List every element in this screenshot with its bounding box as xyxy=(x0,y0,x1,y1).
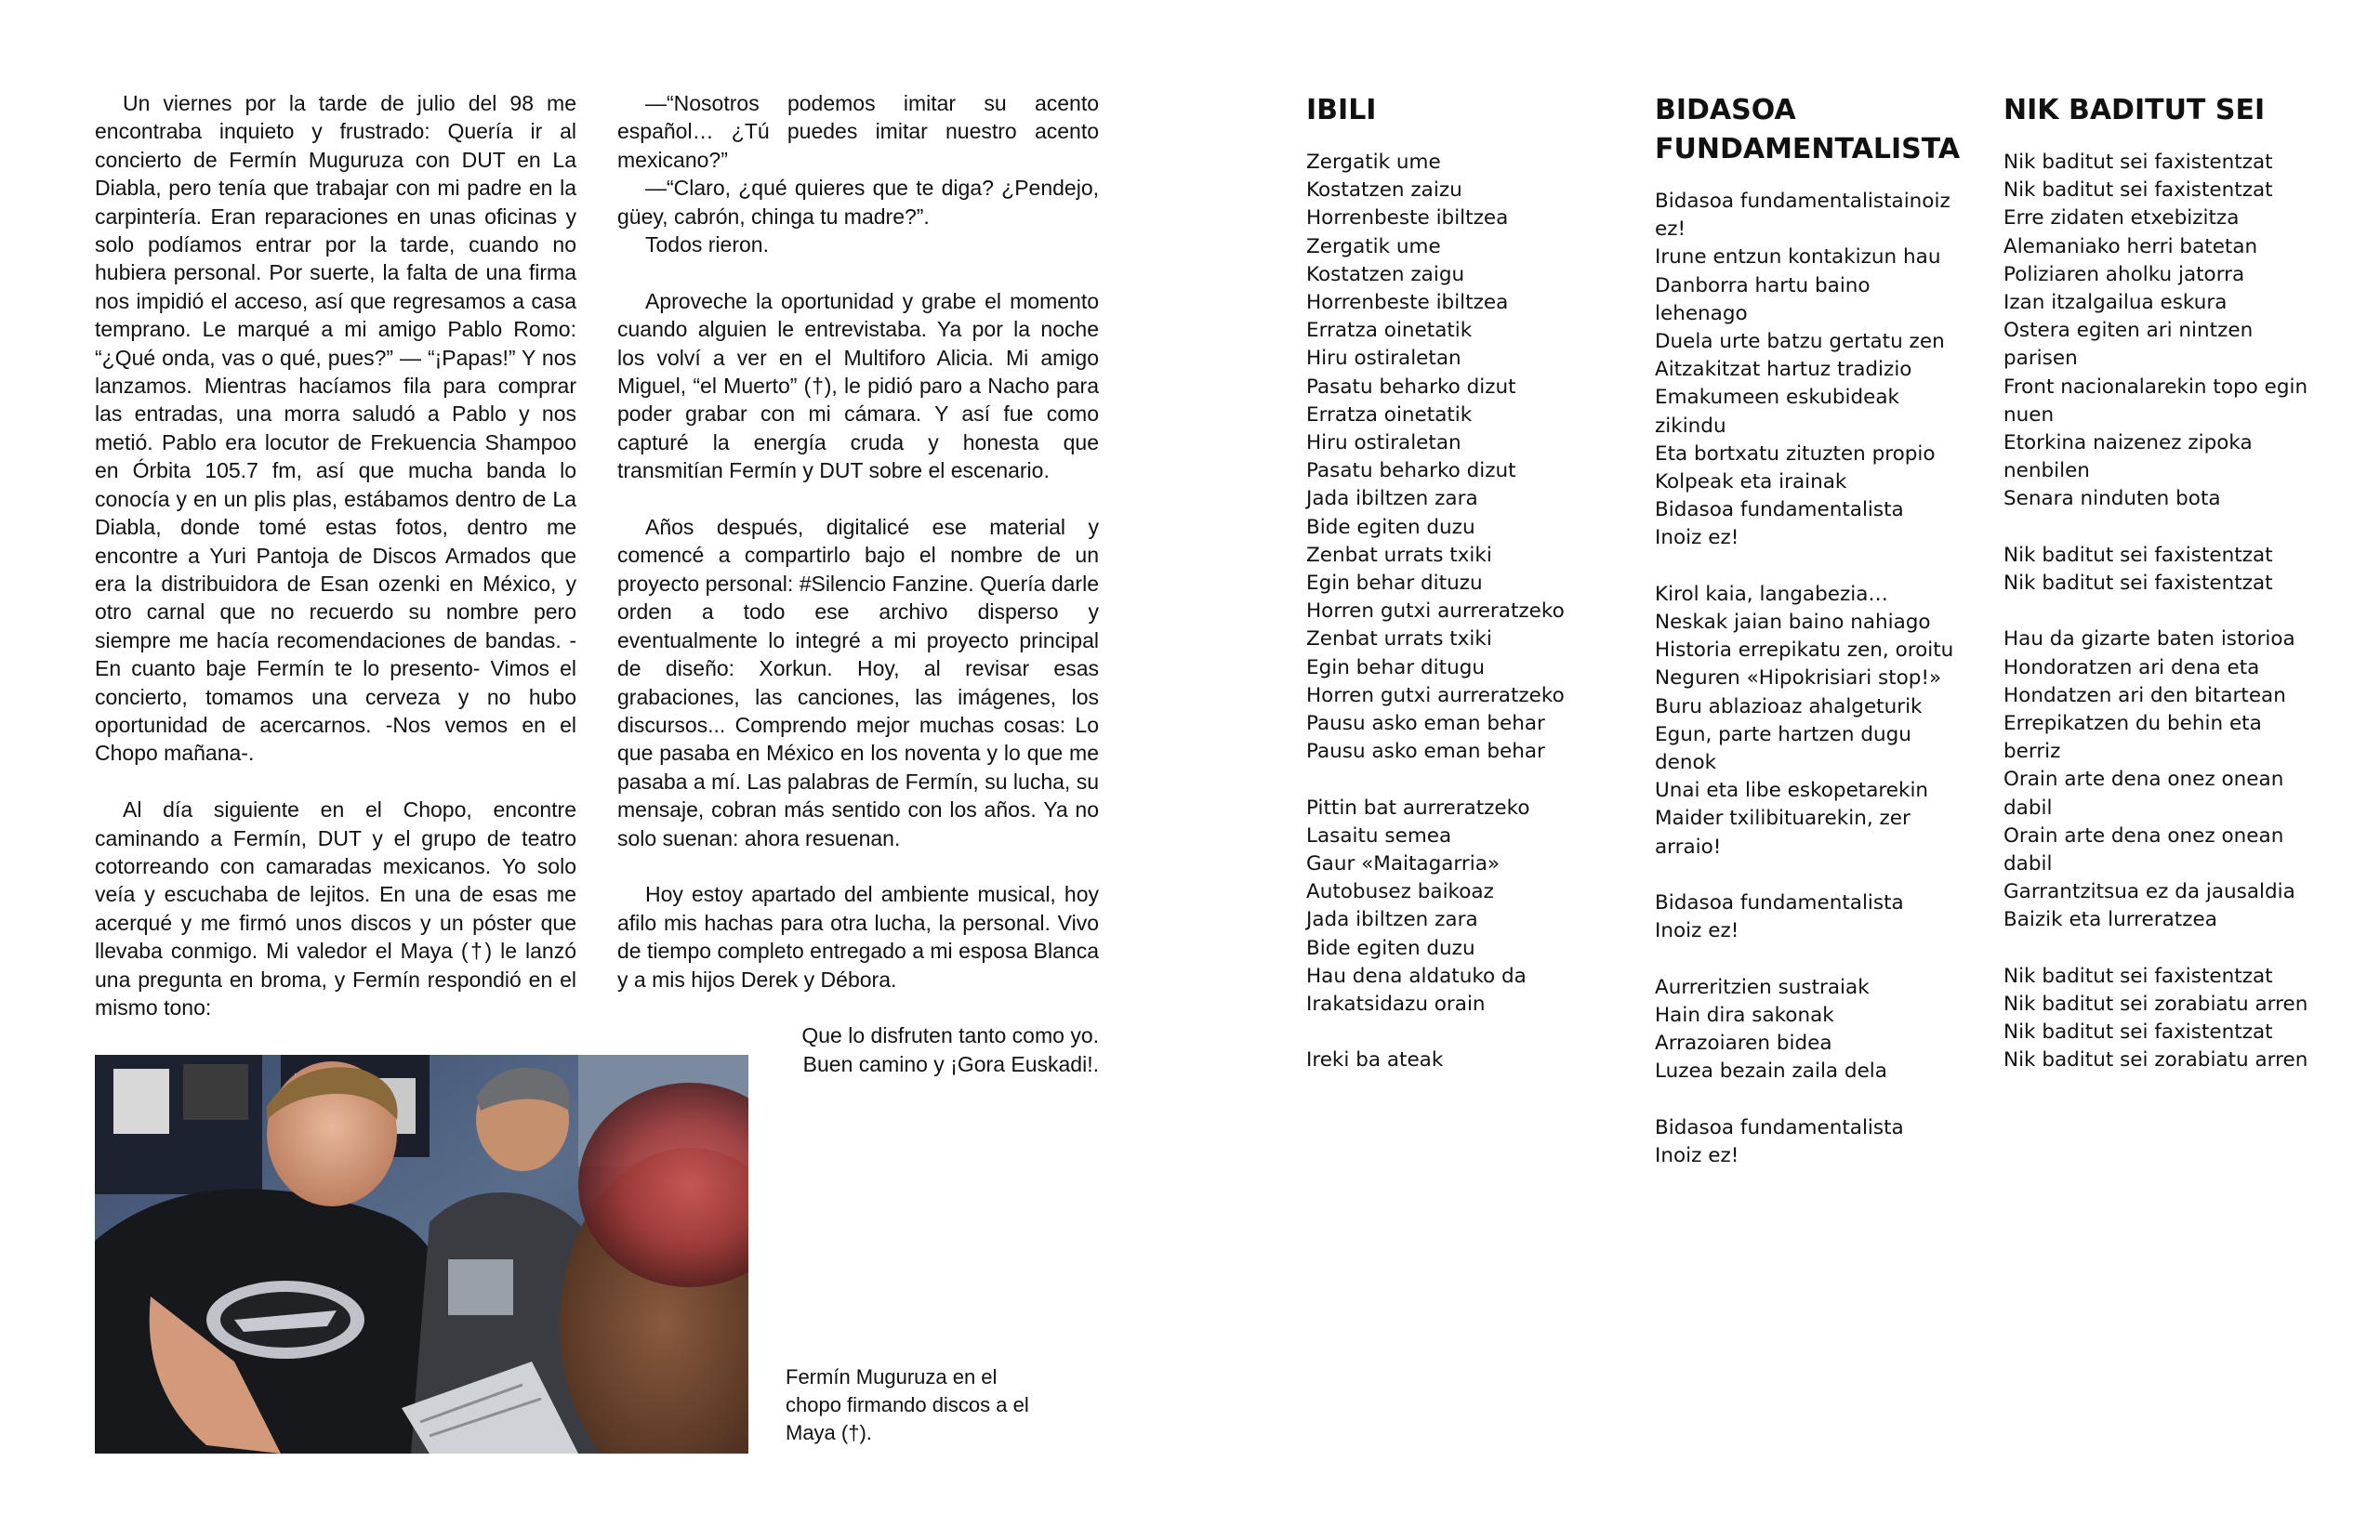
lyric-line: Lasaitu semea xyxy=(1306,823,1452,848)
lyric-line: Hain dira sakonak xyxy=(1655,1003,1834,1027)
lyric-line: Hondatzen ari den bitartean xyxy=(2003,683,2286,707)
stanza-gap xyxy=(1306,766,1613,794)
stanza-gap xyxy=(1306,1019,1613,1046)
lyric-line: Zenbat urrats txiki xyxy=(1306,627,1492,652)
concert-photo xyxy=(95,1055,748,1454)
lyric-line: Nik baditut sei zorabiatu arren xyxy=(2003,993,2308,1017)
song-lyrics xyxy=(2003,149,2320,1075)
song-title: IBILI xyxy=(1306,94,1377,126)
lyric-line: Pittin bat aurreratzeko xyxy=(1306,796,1530,820)
lyric-line: Erratza oinetatik xyxy=(1306,402,1473,427)
lyric-line: Inoiz ez! xyxy=(1655,919,1739,943)
lyric-line: Maider txilibituarekin, zer arraio! xyxy=(1655,807,1911,859)
lyric-line: Ostera egiten ari nintzen parisen xyxy=(2003,319,2254,371)
lyric-line: Egun, parte hartzen dugu denok xyxy=(1655,722,1911,775)
lyric-line: Hau dena aldatuko da xyxy=(1306,964,1527,988)
song-ibili xyxy=(1306,91,1613,1075)
lyric-line: Jada ibiltzen zara xyxy=(1306,908,1478,932)
lyric-line: Ireki ba ateak xyxy=(1306,1048,1444,1073)
lyric-line: Pausu asko eman behar xyxy=(1306,712,1545,736)
lyric-line: Bidasoa fundamentalista xyxy=(1655,1115,1904,1139)
lyric-line: Aurreritzien sustraiak xyxy=(1655,975,1870,999)
stanza-gap xyxy=(1655,945,1962,973)
lyric-line: Zenbat urrats txiki xyxy=(1306,543,1492,567)
lyric-line: Bidasoa fundamentalista xyxy=(1655,891,1904,915)
lyric-line: Nik baditut sei faxistentzat xyxy=(2003,151,2273,174)
song-lyrics xyxy=(1655,188,1962,1170)
song-nik-baditut-sei xyxy=(2003,91,2320,1075)
lyric-line: Horren gutxi aurreratzeko xyxy=(1306,683,1565,707)
lyric-line: Bide egiten duzu xyxy=(1306,515,1475,539)
lyric-line: Egin behar ditugu xyxy=(1306,655,1485,679)
lyric-line: Bidasoa fundamentalistainoiz ez! xyxy=(1655,190,1950,242)
lyric-line: Bidasoa fundamentalista xyxy=(1655,498,1904,522)
stanza-gap xyxy=(2003,598,2320,625)
stanza-gap xyxy=(1655,1086,1962,1113)
lyric-line: Nik baditut sei zorabiatu arren xyxy=(2003,1048,2308,1073)
essay-paragraph: Años después, digitalicé ese material y comencé a compartirlo bajo el nombre de un proyecto personal: #Silencio Fanzine. Quería darle orden a todo ese archivo disperso y eventualmente lo integré a mi proyecto principal de diseño: Xorkun. Hoy, al revisar esas grabaciones, las canciones, las imágenes, los discursos... Comprendo mejor muchas cosas: Lo que pasaba en México en los noventa y lo que me pasaba a mí. Las palabras de Fermín, su lucha, su mensaje, cobran más sentido con los años. Ya no solo suenan: ahora resuenan. xyxy=(617,515,1099,850)
stanza-gap xyxy=(2003,514,2320,542)
essay-column-2 xyxy=(617,89,1099,1078)
dialog-line: Todos rieron. xyxy=(645,232,769,257)
song-lyrics xyxy=(1306,149,1613,1075)
dialog-line: —“Claro, ¿qué quieres que te diga? ¿Pendejo, güey, cabrón, chinga tu madre?”. xyxy=(617,176,1099,229)
lyric-line: Emakumeen eskubideak zikindu xyxy=(1655,386,1899,438)
lyric-line: Luzea bezain zaila dela xyxy=(1655,1060,1887,1084)
essay-paragraph: Al día siguiente en el Chopo, encontre caminando a Fermín, DUT y el grupo de teatro cotorreando con camaradas mexicanos. Yo solo veía y escuchaba de lejitos. En una de esas me acerqué y me firmó unos discos y un póster que llevaba conmigo. Mi valedor el Maya (†) le lanzó una pregunta en broma, y Fermín respondió en el mismo tono: xyxy=(95,797,576,1020)
lyric-line: Arrazoiaren bidea xyxy=(1655,1032,1832,1056)
lyric-line: Horrenbeste ibiltzea xyxy=(1306,206,1509,230)
lyric-line: Neskak jaian baino nahiago xyxy=(1655,611,1931,635)
lyric-line: Nik baditut sei faxistentzat xyxy=(2003,543,2273,567)
lyric-line: Bide egiten duzu xyxy=(1306,936,1475,960)
essay-column-1 xyxy=(95,89,576,1021)
lyric-line: Poliziaren aholku jatorra xyxy=(2003,262,2245,286)
lyric-line: Buru ablazioaz ahalgeturik xyxy=(1655,694,1923,718)
lyric-line: Kostatzen zaizu xyxy=(1306,178,1462,203)
lyric-line: Baizik eta lurreratzea xyxy=(2003,908,2217,932)
lyric-line: Irune entzun kontakizun hau xyxy=(1655,245,1941,270)
lyric-line: Etorkina naizenez zipoka nenbilen xyxy=(2003,431,2253,483)
lyric-line: Erratza oinetatik xyxy=(1306,319,1473,343)
lyric-line: Orain arte dena onez onean dabil xyxy=(2003,823,2284,876)
lyric-line: Pasatu beharko dizut xyxy=(1306,375,1516,399)
lyric-line: Inoiz ez! xyxy=(1655,526,1739,550)
lyric-line: Kostatzen zaigu xyxy=(1306,262,1465,286)
lyric-line: Nik baditut sei faxistentzat xyxy=(2003,572,2273,596)
lyric-line: Historia errepikatu zen, oroitu xyxy=(1655,638,1954,663)
lyric-line: Izan itzalgailua eskura xyxy=(2003,291,2228,315)
stanza-gap xyxy=(1655,553,1962,581)
closing-line: Que lo disfruten tanto como yo. xyxy=(801,1023,1099,1048)
lyric-line: Kolpeak eta irainak xyxy=(1655,470,1847,494)
lyric-line: Hiru ostiraletan xyxy=(1306,431,1461,455)
lyric-line: Pausu asko eman behar xyxy=(1306,740,1545,764)
lyric-line: Hiru ostiraletan xyxy=(1306,347,1461,371)
lyric-line: Horrenbeste ibiltzea xyxy=(1306,291,1509,315)
lyric-line: Duela urte batzu gertatu zen xyxy=(1655,330,1945,354)
lyric-line: Gaur «Maitagarria» xyxy=(1306,852,1501,876)
stanza-gap xyxy=(2003,935,2320,963)
lyric-line: Hondoratzen ari dena eta xyxy=(2003,655,2260,679)
song-title: BIDASOA FUNDAMENTALISTA xyxy=(1655,94,1961,165)
lyric-line: Kirol kaia, langabezia… xyxy=(1655,582,1888,606)
lyric-line: Errepikatzen du behin eta berriz xyxy=(2003,712,2262,764)
lyric-line: Neguren «Hipokrisiari stop!» xyxy=(1655,666,1942,691)
lyric-line: Irakatsidazu orain xyxy=(1306,993,1486,1017)
stanza-gap xyxy=(1655,862,1962,889)
lyric-line: Egin behar dituzu xyxy=(1306,572,1483,596)
lyric-line: Jada ibiltzen zara xyxy=(1306,487,1478,511)
essay-paragraph: Aproveche la oportunidad y grabe el momento cuando alguien le entrevistaba. Ya por la noche los volví a ver en el Multiforo Alicia. Mi amigo Miguel, “el Muerto” (†), le pidió paro a Nacho para poder grabar con mi cámara. Y así fue como capturé la energía cruda y honesta que transmitían Fermín y DUT sobre el escenario. xyxy=(617,288,1099,483)
lyric-line: Orain arte dena onez onean dabil xyxy=(2003,768,2284,820)
essay-paragraph: Hoy estoy apartado del ambiente musical, hoy afilo mis hachas para otra lucha, la personal. Vivo de tiempo completo entregado a mi esposa Blanca y a mis hijos Derek y Débora. xyxy=(617,882,1099,992)
lyric-line: Horren gutxi aurreratzeko xyxy=(1306,599,1565,624)
lyric-line: Alemaniako herri batetan xyxy=(2003,234,2258,258)
lyric-line: Garrantzitsua ez da jausaldia xyxy=(2003,880,2295,904)
lyric-line: Nik baditut sei faxistentzat xyxy=(2003,178,2273,203)
song-title: NIK BADITUT SEI xyxy=(2003,94,2266,126)
lyric-line: Eta bortxatu zituzten propio xyxy=(1655,441,1936,466)
song-bidasoa-fundamentalista xyxy=(1655,91,1962,1170)
lyric-line: Zergatik ume xyxy=(1306,151,1441,174)
dialog-line: —“Nosotros podemos imitar su acento español… ¿Tú puedes imitar nuestro acento mexicano?” xyxy=(617,91,1099,172)
lyric-line: Nik baditut sei faxistentzat xyxy=(2003,1020,2273,1045)
lyric-line: Aitzakitzat hartuz tradizio xyxy=(1655,358,1912,382)
lyric-line: Zergatik ume xyxy=(1306,234,1441,258)
lyric-line: Hau da gizarte baten istorioa xyxy=(2003,627,2295,652)
photo-caption: Fermín Muguruza en el chopo firmando discos a el Maya (†). xyxy=(786,1365,1029,1444)
essay-paragraph: Un viernes por la tarde de julio del 98 me encontraba inquieto y frustrado: Quería ir al concierto de Fermín Muguruza con DUT en La Diabla, pero tenía que trabajar con mi padre en la carpintería. Eran reparaciones en unas oficinas y solo podíamos entrar por la tarde, cuando no hubiera personal. Por suerte, la falta de una firma nos impidió el acceso, así que regresamos a casa temprano. Le marqué a mi amigo Pablo Romo: “¿Qué onda, vas o qué, pues?” — “¡Papas!” Y nos lanzamos. Mientras hacíamos fila para comprar las entradas, una morra saludó a Pablo y nos metió. Pablo era locutor de Frekuencia Shampoo en Órbita 105.7 fm, así que mucha banda lo conocía y en un plis plas, estábamos dentro de La Diabla, donde tomé estas fotos, dentro me encontre a Yuri Pantoja de Discos Armados que era la distribuidora de Esan ozenki en México, y otro carnal que no recuerdo su nombre pero siempre me hacía recomendaciones de bandas. -En cuanto baje Fermín te lo presento- Vimos el concierto, tomamos una cerveza y no hubo oportunidad de acercarnos. -Nos vemos en el Chopo mañana-. xyxy=(95,91,576,766)
lyric-line: Nik baditut sei faxistentzat xyxy=(2003,964,2273,988)
lyric-line: Senara ninduten bota xyxy=(2003,487,2221,511)
lyric-line: Autobusez baikoaz xyxy=(1306,880,1494,904)
lyric-line: Inoiz ez! xyxy=(1655,1143,1739,1167)
lyric-line: Front nacionalarekin topo egin nuen xyxy=(2003,375,2308,427)
closing-line: Buen camino y ¡Gora Euskadi!. xyxy=(802,1051,1099,1076)
lyric-line: Erre zidaten etxebizitza xyxy=(2003,206,2240,230)
lyric-line: Pasatu beharko dizut xyxy=(1306,459,1516,483)
lyric-line: Danborra hartu baino lehenago xyxy=(1655,273,1871,325)
lyric-line: Unai eta libe eskopetarekin xyxy=(1655,779,1929,803)
